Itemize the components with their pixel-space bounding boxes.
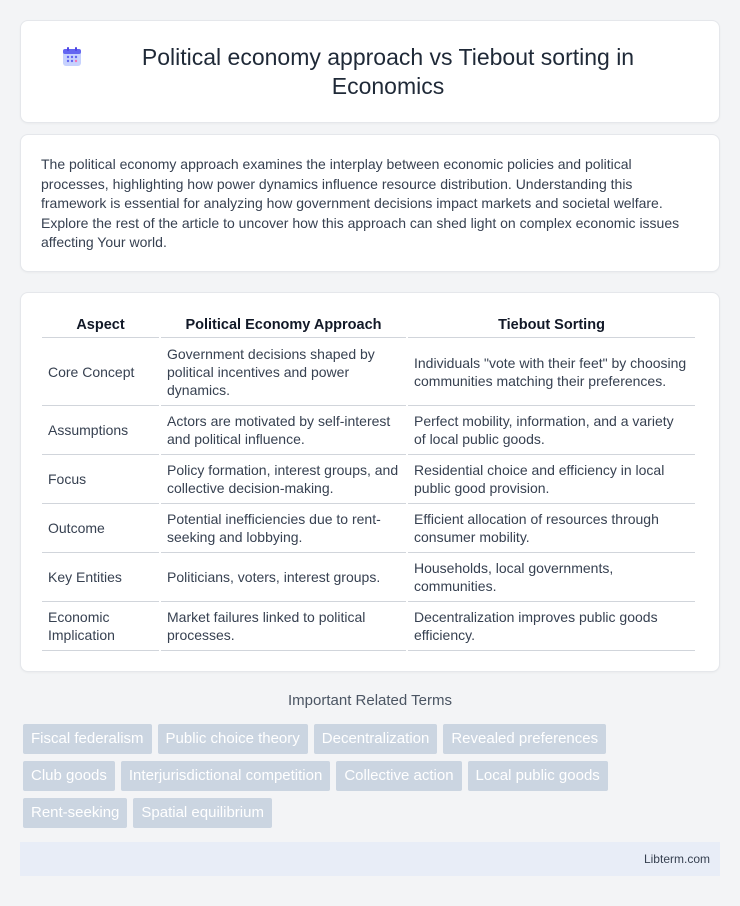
table-row [42, 602, 695, 651]
tag-row [23, 724, 723, 754]
table-row [42, 338, 695, 406]
cell-political-economy: Policy formation, interest groups, and collective decision-making. [161, 455, 406, 504]
intro-text: The political economy approach examines the interplay between economic policies and political processes, highlighting how power dynamics influence resource distribution. Understanding this framework is essential for analyzing how government decisions impact markets and societal welfare. Explore the rest of the article to uncover how this approach can shed light on complex economic issues affecting Your world. [41, 156, 680, 250]
cell-tiebout: Efficient allocation of resources through consumer mobility. [408, 504, 695, 553]
footer-brand[interactable]: Libterm.com [643, 852, 710, 866]
tag-local-public-goods[interactable]: Local public goods [468, 761, 608, 791]
tag-interjurisdictional-competition[interactable]: Interjurisdictional competition [121, 761, 330, 791]
column-header-political-economy: Political Economy Approach [161, 313, 406, 338]
cell-political-economy: Market failures linked to political processes. [161, 602, 406, 651]
cell-tiebout: Perfect mobility, information, and a variety of local public goods. [408, 406, 695, 455]
cell-tiebout: Individuals "vote with their feet" by choosing communities matching their preferences. [408, 338, 695, 406]
tag-row [23, 761, 723, 791]
tag-revealed-preferences[interactable]: Revealed preferences [443, 724, 606, 754]
cell-political-economy: Actors are motivated by self-interest and political influence. [161, 406, 406, 455]
cell-aspect: Assumptions [42, 406, 159, 455]
cell-aspect: Key Entities [42, 553, 159, 602]
calendar-icon [60, 45, 84, 69]
table-row [42, 504, 695, 553]
table-row [42, 455, 695, 504]
comparison-card [20, 292, 720, 672]
cell-aspect: Core Concept [42, 338, 159, 406]
table-row [42, 406, 695, 455]
related-terms-list [23, 724, 723, 835]
cell-political-economy: Government decisions shaped by political incentives and power dynamics. [161, 338, 406, 406]
tag-rent-seeking[interactable]: Rent-seeking [23, 798, 127, 828]
table-row [42, 553, 695, 602]
tag-fiscal-federalism[interactable]: Fiscal federalism [23, 724, 152, 754]
cell-political-economy: Potential inefficiencies due to rent-seeking and lobbying. [161, 504, 406, 553]
cell-aspect: Focus [42, 455, 159, 504]
tag-row [23, 798, 723, 828]
tag-public-choice-theory[interactable]: Public choice theory [158, 724, 308, 754]
related-terms-title: Important Related Terms [288, 692, 452, 709]
table-header-row [42, 313, 695, 338]
tag-decentralization[interactable]: Decentralization [314, 724, 438, 754]
tag-collective-action[interactable]: Collective action [336, 761, 461, 791]
tag-spatial-equilibrium[interactable]: Spatial equilibrium [133, 798, 272, 828]
cell-tiebout: Households, local governments, communities. [408, 553, 695, 602]
cell-tiebout: Residential choice and efficiency in local public good provision. [408, 455, 695, 504]
column-header-aspect: Aspect [42, 313, 159, 338]
comparison-table [40, 313, 697, 651]
cell-aspect: Economic Implication [42, 602, 159, 651]
cell-tiebout: Decentralization improves public goods efficiency. [408, 602, 695, 651]
cell-aspect: Outcome [42, 504, 159, 553]
cell-political-economy: Politicians, voters, interest groups. [161, 553, 406, 602]
page-title: Political economy approach vs Tiebout sorting in Economics [141, 43, 635, 99]
title-card [20, 20, 720, 123]
tag-club-goods[interactable]: Club goods [23, 761, 115, 791]
title-wrap [60, 43, 680, 101]
intro-card [20, 134, 720, 272]
column-header-tiebout: Tiebout Sorting [408, 313, 695, 338]
footer [20, 842, 720, 876]
